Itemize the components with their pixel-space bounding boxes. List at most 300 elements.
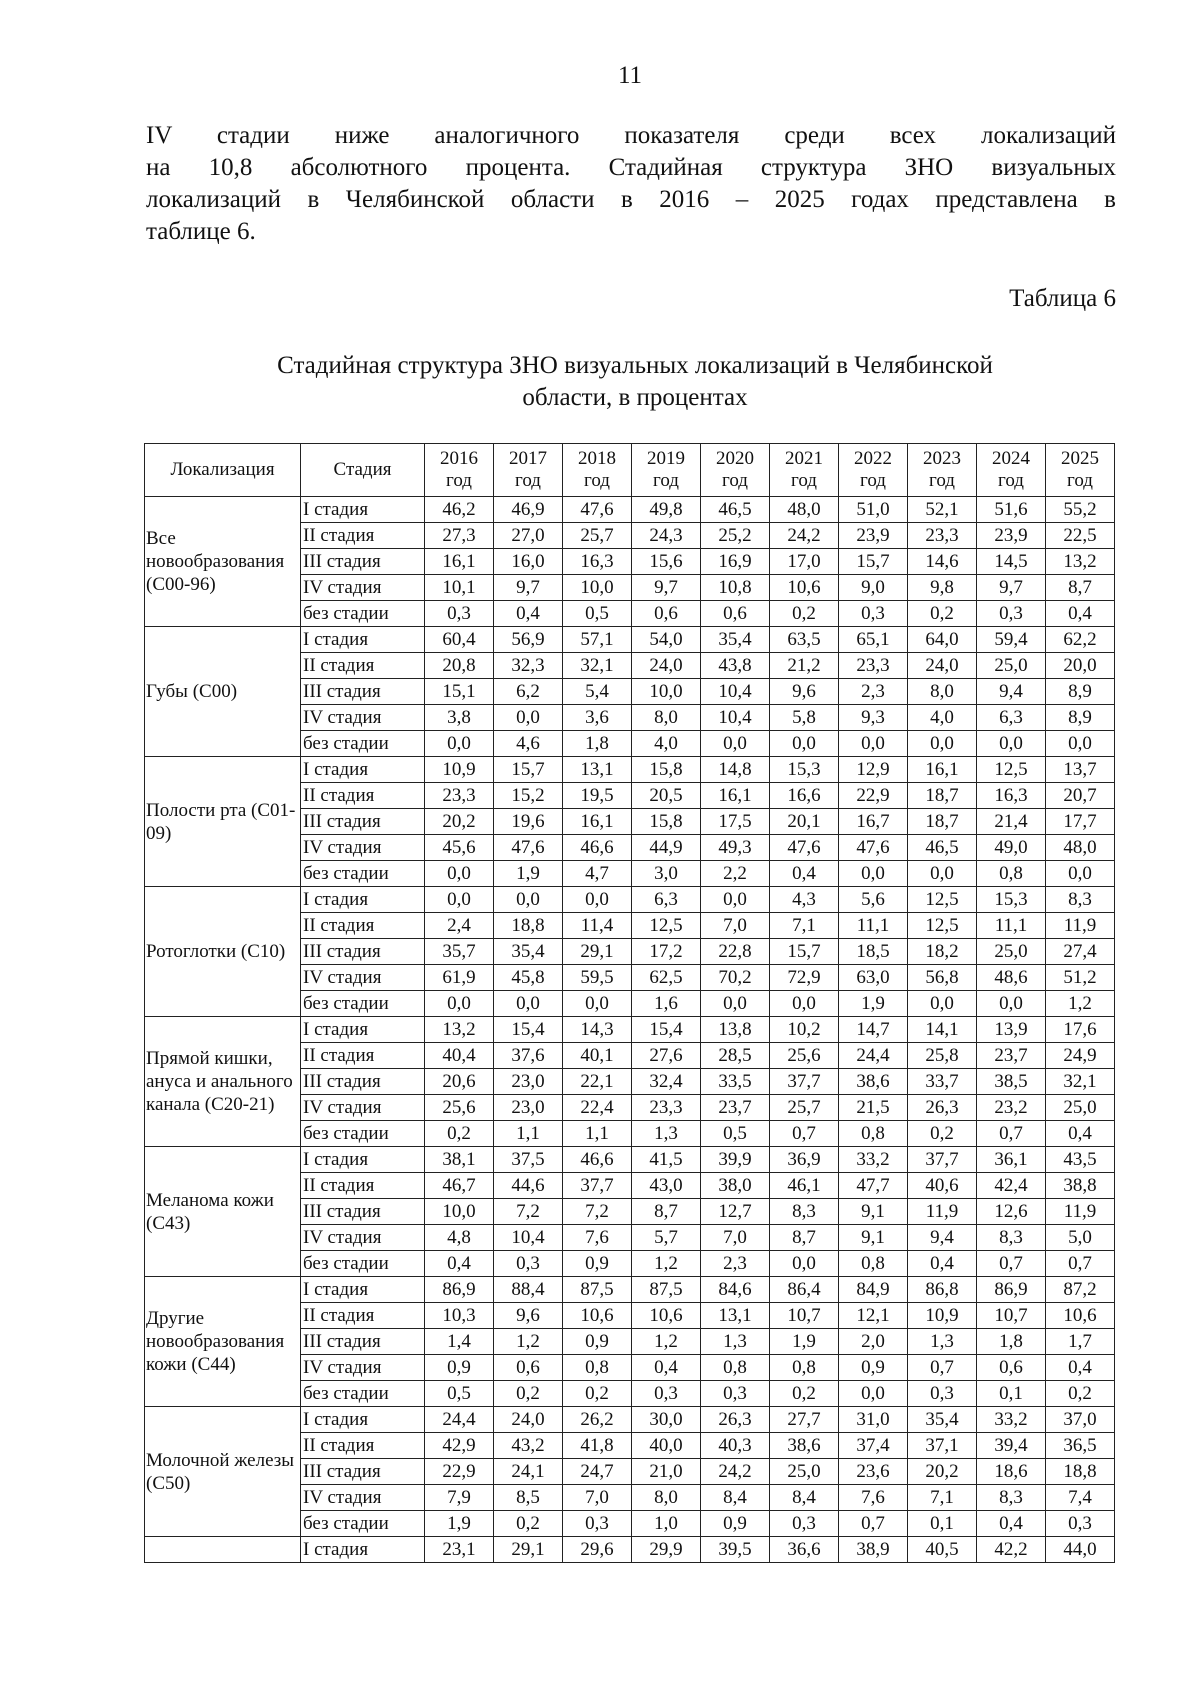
value-cell: 0,9	[701, 1511, 770, 1537]
value-cell: 38,9	[839, 1537, 908, 1563]
value-cell: 23,3	[908, 523, 977, 549]
value-cell: 1,0	[632, 1511, 701, 1537]
value-cell: 17,2	[632, 939, 701, 965]
value-cell: 0,4	[908, 1251, 977, 1277]
value-cell: 0,2	[494, 1381, 563, 1407]
header-year	[425, 444, 494, 497]
value-cell: 17,5	[701, 809, 770, 835]
value-cell: 25,0	[1046, 1095, 1115, 1121]
value-cell: 26,2	[563, 1407, 632, 1433]
value-cell: 4,3	[770, 887, 839, 913]
value-cell: 10,9	[425, 757, 494, 783]
stage-cell: IV стадия	[301, 835, 425, 861]
value-cell: 37,7	[563, 1173, 632, 1199]
header-year	[977, 444, 1046, 497]
header-year	[632, 444, 701, 497]
header-year-unit: год	[929, 470, 955, 491]
stage-cell: III стадия	[301, 679, 425, 705]
value-cell: 44,0	[1046, 1537, 1115, 1563]
value-cell: 24,0	[494, 1407, 563, 1433]
value-cell: 37,7	[908, 1147, 977, 1173]
value-cell: 0,0	[977, 731, 1046, 757]
value-cell: 0,0	[770, 991, 839, 1017]
value-cell: 0,0	[839, 861, 908, 887]
value-cell: 6,3	[977, 705, 1046, 731]
value-cell: 0,7	[908, 1355, 977, 1381]
value-cell: 14,6	[908, 549, 977, 575]
value-cell: 7,2	[563, 1199, 632, 1225]
value-cell: 55,2	[1046, 497, 1115, 523]
value-cell: 33,5	[701, 1069, 770, 1095]
value-cell: 21,5	[839, 1095, 908, 1121]
value-cell: 14,5	[977, 549, 1046, 575]
value-cell: 1,1	[494, 1121, 563, 1147]
value-cell: 0,2	[563, 1381, 632, 1407]
value-cell: 19,6	[494, 809, 563, 835]
value-cell: 22,4	[563, 1095, 632, 1121]
value-cell: 38,6	[839, 1069, 908, 1095]
value-cell: 1,3	[701, 1329, 770, 1355]
value-cell: 27,3	[425, 523, 494, 549]
value-cell: 57,1	[563, 627, 632, 653]
value-cell: 20,7	[1046, 783, 1115, 809]
value-cell: 29,1	[563, 939, 632, 965]
table-row	[145, 1277, 1115, 1303]
stage-cell: III стадия	[301, 1069, 425, 1095]
value-cell: 86,9	[425, 1277, 494, 1303]
value-cell: 0,8	[977, 861, 1046, 887]
value-cell: 10,1	[425, 575, 494, 601]
value-cell: 7,1	[770, 913, 839, 939]
value-cell: 0,8	[839, 1121, 908, 1147]
value-cell: 0,0	[494, 705, 563, 731]
value-cell: 86,8	[908, 1277, 977, 1303]
value-cell: 7,0	[701, 1225, 770, 1251]
value-cell: 12,9	[839, 757, 908, 783]
value-cell: 0,4	[632, 1355, 701, 1381]
value-cell: 1,3	[632, 1121, 701, 1147]
value-cell: 48,0	[1046, 835, 1115, 861]
value-cell: 25,2	[701, 523, 770, 549]
value-cell: 0,0	[425, 887, 494, 913]
value-cell: 10,0	[632, 679, 701, 705]
value-cell: 8,7	[770, 1225, 839, 1251]
value-cell: 0,3	[1046, 1511, 1115, 1537]
value-cell: 16,3	[563, 549, 632, 575]
stage-cell: II стадия	[301, 913, 425, 939]
value-cell: 23,7	[701, 1095, 770, 1121]
value-cell: 0,2	[908, 601, 977, 627]
value-cell: 0,3	[908, 1381, 977, 1407]
stage-cell: IV стадия	[301, 575, 425, 601]
value-cell: 37,5	[494, 1147, 563, 1173]
value-cell: 0,7	[977, 1251, 1046, 1277]
value-cell: 26,3	[701, 1407, 770, 1433]
value-cell: 10,6	[563, 1303, 632, 1329]
table-row	[145, 887, 1115, 913]
value-cell: 4,0	[632, 731, 701, 757]
stage-cell: III стадия	[301, 1329, 425, 1355]
value-cell: 0,0	[425, 731, 494, 757]
value-cell: 12,7	[701, 1199, 770, 1225]
value-cell: 46,6	[563, 1147, 632, 1173]
value-cell: 38,8	[1046, 1173, 1115, 1199]
value-cell: 10,2	[770, 1017, 839, 1043]
value-cell: 8,9	[1046, 705, 1115, 731]
header-year-number: 2023	[923, 448, 961, 469]
value-cell: 43,2	[494, 1433, 563, 1459]
value-cell: 1,2	[632, 1251, 701, 1277]
value-cell: 29,9	[632, 1537, 701, 1563]
value-cell: 7,6	[563, 1225, 632, 1251]
value-cell: 15,7	[494, 757, 563, 783]
value-cell: 1,3	[908, 1329, 977, 1355]
value-cell: 11,4	[563, 913, 632, 939]
value-cell: 11,9	[1046, 913, 1115, 939]
value-cell: 51,2	[1046, 965, 1115, 991]
value-cell: 10,4	[494, 1225, 563, 1251]
value-cell: 0,1	[908, 1511, 977, 1537]
value-cell: 40,3	[701, 1433, 770, 1459]
value-cell: 44,6	[494, 1173, 563, 1199]
value-cell: 6,2	[494, 679, 563, 705]
value-cell: 0,0	[908, 731, 977, 757]
value-cell: 9,6	[770, 679, 839, 705]
value-cell: 13,9	[977, 1017, 1046, 1043]
value-cell: 35,4	[494, 939, 563, 965]
header-year-unit: год	[653, 470, 679, 491]
value-cell: 25,8	[908, 1043, 977, 1069]
value-cell: 0,2	[908, 1121, 977, 1147]
value-cell: 5,6	[839, 887, 908, 913]
value-cell: 18,2	[908, 939, 977, 965]
value-cell: 30,0	[632, 1407, 701, 1433]
value-cell: 23,6	[839, 1459, 908, 1485]
value-cell: 0,6	[701, 601, 770, 627]
value-cell: 37,1	[908, 1433, 977, 1459]
value-cell: 24,0	[908, 653, 977, 679]
value-cell: 14,1	[908, 1017, 977, 1043]
header-year-number: 2016	[440, 448, 478, 469]
value-cell: 15,7	[839, 549, 908, 575]
value-cell: 12,5	[908, 913, 977, 939]
value-cell: 5,4	[563, 679, 632, 705]
value-cell: 20,2	[908, 1459, 977, 1485]
value-cell: 8,7	[632, 1199, 701, 1225]
value-cell: 64,0	[908, 627, 977, 653]
value-cell: 40,4	[425, 1043, 494, 1069]
value-cell: 0,0	[908, 991, 977, 1017]
value-cell: 3,8	[425, 705, 494, 731]
value-cell: 21,4	[977, 809, 1046, 835]
value-cell: 84,6	[701, 1277, 770, 1303]
value-cell: 25,7	[770, 1095, 839, 1121]
header-year-number: 2019	[647, 448, 685, 469]
value-cell: 86,4	[770, 1277, 839, 1303]
value-cell: 29,1	[494, 1537, 563, 1563]
value-cell: 37,0	[1046, 1407, 1115, 1433]
value-cell: 25,6	[425, 1095, 494, 1121]
value-cell: 16,1	[701, 783, 770, 809]
value-cell: 28,5	[701, 1043, 770, 1069]
value-cell: 16,3	[977, 783, 1046, 809]
value-cell: 24,2	[770, 523, 839, 549]
value-cell: 32,3	[494, 653, 563, 679]
value-cell: 38,5	[977, 1069, 1046, 1095]
value-cell: 37,6	[494, 1043, 563, 1069]
stage-cell: II стадия	[301, 1173, 425, 1199]
value-cell: 49,8	[632, 497, 701, 523]
value-cell: 4,6	[494, 731, 563, 757]
value-cell: 2,4	[425, 913, 494, 939]
value-cell: 9,1	[839, 1199, 908, 1225]
value-cell: 0,2	[770, 1381, 839, 1407]
value-cell: 12,5	[908, 887, 977, 913]
stage-cell: без стадии	[301, 1381, 425, 1407]
value-cell: 22,5	[1046, 523, 1115, 549]
value-cell: 14,3	[563, 1017, 632, 1043]
value-cell: 0,2	[494, 1511, 563, 1537]
value-cell: 9,3	[839, 705, 908, 731]
value-cell: 35,4	[701, 627, 770, 653]
value-cell: 43,0	[632, 1173, 701, 1199]
header-year	[701, 444, 770, 497]
header-year-unit: год	[722, 470, 748, 491]
value-cell: 15,7	[770, 939, 839, 965]
header-year-number: 2020	[716, 448, 754, 469]
stage-cell: I стадия	[301, 757, 425, 783]
value-cell: 72,9	[770, 965, 839, 991]
value-cell: 0,6	[494, 1355, 563, 1381]
value-cell: 87,5	[632, 1277, 701, 1303]
intro-line: IV стадии ниже аналогичного показателя среди всех локализаций	[146, 122, 1116, 149]
value-cell: 13,2	[425, 1017, 494, 1043]
table-title-line: области, в процентах	[522, 384, 748, 411]
value-cell: 11,9	[1046, 1199, 1115, 1225]
value-cell: 12,5	[632, 913, 701, 939]
value-cell: 10,6	[1046, 1303, 1115, 1329]
value-cell: 25,0	[977, 653, 1046, 679]
value-cell: 36,9	[770, 1147, 839, 1173]
stage-cell: I стадия	[301, 1537, 425, 1563]
value-cell: 0,7	[839, 1511, 908, 1537]
value-cell: 9,7	[632, 575, 701, 601]
value-cell: 10,8	[701, 575, 770, 601]
stage-cell: II стадия	[301, 1303, 425, 1329]
value-cell: 0,0	[494, 887, 563, 913]
header-year-number: 2022	[854, 448, 892, 469]
value-cell: 0,0	[977, 991, 1046, 1017]
value-cell: 43,8	[701, 653, 770, 679]
value-cell: 0,0	[701, 731, 770, 757]
value-cell: 19,5	[563, 783, 632, 809]
value-cell: 15,1	[425, 679, 494, 705]
value-cell: 26,3	[908, 1095, 977, 1121]
value-cell: 27,7	[770, 1407, 839, 1433]
header-year-number: 2018	[578, 448, 616, 469]
stage-cell: IV стадия	[301, 1485, 425, 1511]
value-cell: 63,5	[770, 627, 839, 653]
value-cell: 16,1	[425, 549, 494, 575]
header-stage: Стадия	[301, 444, 425, 497]
value-cell: 0,3	[770, 1511, 839, 1537]
value-cell: 23,0	[494, 1095, 563, 1121]
value-cell: 20,8	[425, 653, 494, 679]
header-year	[1046, 444, 1115, 497]
header-year-unit: год	[791, 470, 817, 491]
stage-cell: IV стадия	[301, 1095, 425, 1121]
value-cell: 9,6	[494, 1303, 563, 1329]
value-cell: 2,3	[839, 679, 908, 705]
localization-cell	[145, 1537, 301, 1563]
stage-cell: без стадии	[301, 731, 425, 757]
stage-cell: IV стадия	[301, 1355, 425, 1381]
value-cell: 11,1	[839, 913, 908, 939]
value-cell: 3,0	[632, 861, 701, 887]
value-cell: 0,3	[977, 601, 1046, 627]
header-year-number: 2024	[992, 448, 1030, 469]
value-cell: 20,0	[1046, 653, 1115, 679]
value-cell: 35,7	[425, 939, 494, 965]
value-cell: 5,8	[770, 705, 839, 731]
value-cell: 46,9	[494, 497, 563, 523]
value-cell: 16,1	[908, 757, 977, 783]
value-cell: 40,5	[908, 1537, 977, 1563]
value-cell: 8,4	[770, 1485, 839, 1511]
value-cell: 8,7	[1046, 575, 1115, 601]
value-cell: 0,9	[563, 1329, 632, 1355]
value-cell: 8,3	[1046, 887, 1115, 913]
value-cell: 60,4	[425, 627, 494, 653]
stage-cell: III стадия	[301, 1199, 425, 1225]
intro-line: на 10,8 абсолютного процента. Стадийная структура ЗНО визуальных	[146, 154, 1116, 181]
value-cell: 23,3	[425, 783, 494, 809]
value-cell: 1,2	[1046, 991, 1115, 1017]
localization-cell: Полости рта (С01-09)	[145, 757, 301, 887]
value-cell: 40,1	[563, 1043, 632, 1069]
value-cell: 9,8	[908, 575, 977, 601]
value-cell: 46,6	[563, 835, 632, 861]
value-cell: 20,2	[425, 809, 494, 835]
value-cell: 0,0	[770, 731, 839, 757]
value-cell: 25,6	[770, 1043, 839, 1069]
value-cell: 12,6	[977, 1199, 1046, 1225]
header-year	[494, 444, 563, 497]
value-cell: 56,8	[908, 965, 977, 991]
value-cell: 62,5	[632, 965, 701, 991]
table-row	[145, 1147, 1115, 1173]
value-cell: 42,4	[977, 1173, 1046, 1199]
value-cell: 61,9	[425, 965, 494, 991]
header-year-unit: год	[998, 470, 1024, 491]
value-cell: 13,8	[701, 1017, 770, 1043]
value-cell: 2,2	[701, 861, 770, 887]
value-cell: 1,9	[494, 861, 563, 887]
value-cell: 8,3	[770, 1199, 839, 1225]
value-cell: 16,7	[839, 809, 908, 835]
value-cell: 23,3	[632, 1095, 701, 1121]
value-cell: 47,6	[839, 835, 908, 861]
header-year	[839, 444, 908, 497]
value-cell: 1,4	[425, 1329, 494, 1355]
value-cell: 1,9	[425, 1511, 494, 1537]
value-cell: 47,6	[770, 835, 839, 861]
value-cell: 1,2	[494, 1329, 563, 1355]
value-cell: 56,9	[494, 627, 563, 653]
value-cell: 0,0	[425, 861, 494, 887]
value-cell: 0,4	[1046, 1355, 1115, 1381]
value-cell: 8,0	[908, 679, 977, 705]
value-cell: 9,7	[494, 575, 563, 601]
value-cell: 38,6	[770, 1433, 839, 1459]
stage-cell: II стадия	[301, 653, 425, 679]
value-cell: 0,0	[839, 731, 908, 757]
value-cell: 49,3	[701, 835, 770, 861]
stage-cell: I стадия	[301, 627, 425, 653]
value-cell: 48,0	[770, 497, 839, 523]
stage-cell: без стадии	[301, 991, 425, 1017]
value-cell: 18,8	[494, 913, 563, 939]
value-cell: 33,2	[977, 1407, 1046, 1433]
value-cell: 51,0	[839, 497, 908, 523]
value-cell: 23,7	[977, 1043, 1046, 1069]
value-cell: 9,7	[977, 575, 1046, 601]
localization-cell: Ротоглотки (С10)	[145, 887, 301, 1017]
value-cell: 7,9	[425, 1485, 494, 1511]
value-cell: 0,4	[977, 1511, 1046, 1537]
value-cell: 43,5	[1046, 1147, 1115, 1173]
value-cell: 22,8	[701, 939, 770, 965]
value-cell: 59,5	[563, 965, 632, 991]
value-cell: 17,0	[770, 549, 839, 575]
value-cell: 15,3	[977, 887, 1046, 913]
value-cell: 33,7	[908, 1069, 977, 1095]
value-cell: 37,7	[770, 1069, 839, 1095]
value-cell: 8,3	[977, 1225, 1046, 1251]
value-cell: 42,2	[977, 1537, 1046, 1563]
value-cell: 0,0	[839, 1381, 908, 1407]
value-cell: 87,2	[1046, 1277, 1115, 1303]
table-row	[145, 757, 1115, 783]
value-cell: 39,4	[977, 1433, 1046, 1459]
value-cell: 20,1	[770, 809, 839, 835]
value-cell: 5,0	[1046, 1225, 1115, 1251]
value-cell: 1,9	[839, 991, 908, 1017]
stage-cell: I стадия	[301, 1017, 425, 1043]
value-cell: 7,2	[494, 1199, 563, 1225]
value-cell: 23,9	[977, 523, 1046, 549]
value-cell: 0,7	[1046, 1251, 1115, 1277]
value-cell: 0,2	[770, 601, 839, 627]
value-cell: 10,7	[770, 1303, 839, 1329]
value-cell: 15,3	[770, 757, 839, 783]
value-cell: 24,0	[632, 653, 701, 679]
header-year-unit: год	[515, 470, 541, 491]
value-cell: 4,8	[425, 1225, 494, 1251]
stage-cell: III стадия	[301, 1459, 425, 1485]
value-cell: 0,7	[770, 1121, 839, 1147]
value-cell: 48,6	[977, 965, 1046, 991]
value-cell: 0,0	[563, 991, 632, 1017]
value-cell: 47,6	[494, 835, 563, 861]
value-cell: 0,0	[425, 991, 494, 1017]
value-cell: 0,0	[770, 1251, 839, 1277]
value-cell: 1,1	[563, 1121, 632, 1147]
value-cell: 27,6	[632, 1043, 701, 1069]
stage-cell: II стадия	[301, 1043, 425, 1069]
value-cell: 87,5	[563, 1277, 632, 1303]
value-cell: 16,6	[770, 783, 839, 809]
